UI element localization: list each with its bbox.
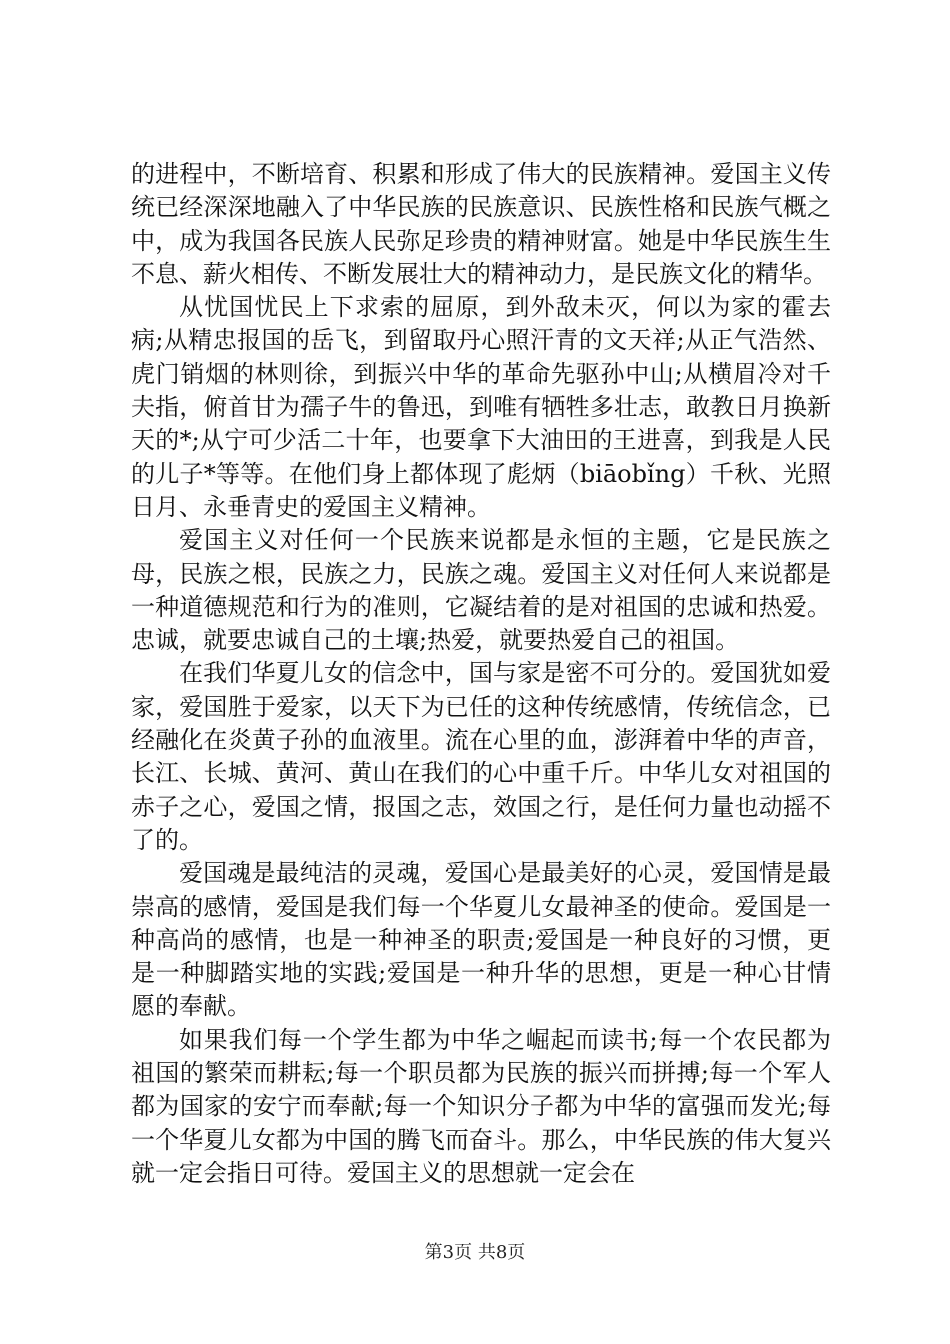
- paragraph-6: 如果我们每一个学生都为中华之崛起而读书;每一个农民都为祖国的繁荣而耕耘;每一个职员都为民族的振兴而拼搏;每一个军人都为国家的安宁而奉献;每一个知识分子都为中华的富强而发光;每一个华夏儿女都为中国的腾飞而奋斗。那么，中华民族的伟大复兴就一定会指日可待。爱国主义的思想就一定会在: [131, 1025, 831, 1187]
- paragraph-1: 的进程中，不断培育、积累和形成了伟大的民族精神。爱国主义传统已经深深地融入了中华民族的民族意识、民族性格和民族气概之中，成为我国各民族人民弥足珍贵的精神财富。她是中华民族生生不息、薪火相传、不断发展壮大的精神动力，是民族文化的精华。: [131, 160, 831, 288]
- paragraph-3: 爱国主义对任何一个民族来说都是永恒的主题，它是民族之母，民族之根，民族之力，民族之魂。爱国主义对任何人来说都是一种道德规范和行为的准则，它凝结着的是对祖国的忠诚和热爱。忠诚，就要忠诚自己的土壤;热爱，就要热爱自己的祖国。: [131, 526, 831, 655]
- paragraph-5: 爱国魂是最纯洁的灵魂，爱国心是最美好的心灵，爱国情是最崇高的感情，爱国是我们每一个华夏儿女最神圣的使命。爱国是一种高尚的感情，也是一种神圣的职责;爱国是一种良好的习惯，更是一种脚踏实地的实践;爱国是一种升华的思想，更是一种心甘情愿的奉献。: [131, 859, 831, 1021]
- paragraph-4: 在我们华夏儿女的信念中，国与家是密不可分的。爱国犹如爱家，爱国胜于爱家，以天下为已任的这种传统感情，传统信念，已经融化在炎黄子孙的血液里。流在心里的血，澎湃着中华的声音，长江、长城、黄河、黄山在我们的心中重千斤。中华儿女对祖国的赤子之心，爱国之情，报国之志，效国之行，是任何力量也动摇不了的。: [131, 659, 831, 854]
- paragraph-2: 从忧国忧民上下求索的屈原，到外敌未灭，何以为家的霍去病;从精忠报国的岳飞，到留取丹心照汗青的文天祥;从正气浩然、虎门销烟的林则徐，到振兴中华的革命先驱孙中山;从横眉冷对千夫指，俯首甘为孺子牛的鲁迅，到唯有牺牲多壮志，敢教日月换新天的*;从宁可少活二十年，也要拿下大油田的王进喜，到我是人民的儿子*等等。在他们身上都体现了彪炳（biāobǐng）千秋、光照日月、永垂青史的爱国主义精神。: [131, 293, 831, 521]
- page-number-footer: 第3页 共8页: [424, 1242, 526, 1263]
- document-body: [131, 158, 831, 1190]
